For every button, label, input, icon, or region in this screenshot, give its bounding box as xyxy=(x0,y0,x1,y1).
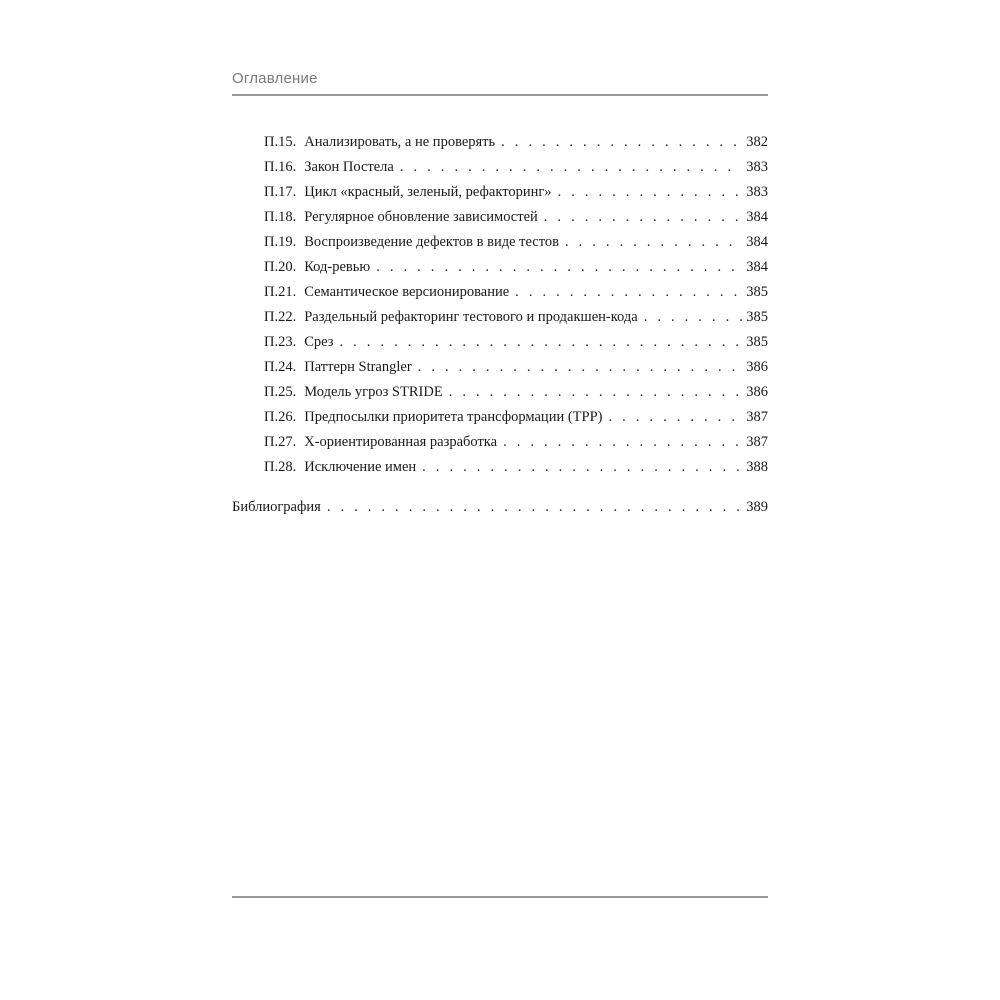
dot-leader xyxy=(449,384,743,401)
toc-entry[interactable] xyxy=(232,384,768,409)
toc-entry-title: Воспроизведение дефектов в виде тестов xyxy=(304,234,559,250)
toc-entry-page: 386 xyxy=(746,359,768,375)
toc-entry[interactable] xyxy=(232,184,768,209)
dot-leader xyxy=(644,309,743,326)
toc-entry-title: Х-ориентированная разработка xyxy=(304,434,498,450)
dot-leader xyxy=(515,284,742,301)
toc-entry-page: 385 xyxy=(746,309,768,325)
toc-entry[interactable] xyxy=(232,459,768,484)
toc-entry-number: П.20. xyxy=(264,259,297,275)
running-head: Оглавление xyxy=(232,70,318,87)
toc-entry[interactable] xyxy=(232,409,768,434)
toc-entry[interactable] xyxy=(232,159,768,184)
toc-entry-title: Библиография xyxy=(232,499,321,515)
dot-leader xyxy=(340,334,743,351)
toc-entry-page: 383 xyxy=(746,184,768,200)
dot-leader xyxy=(608,409,742,426)
footer-rule xyxy=(232,896,768,898)
dot-leader xyxy=(422,459,742,476)
dot-leader xyxy=(327,499,742,516)
dot-leader xyxy=(544,209,742,226)
toc-entry-page: 384 xyxy=(746,259,768,275)
toc-entry-page: 384 xyxy=(746,234,768,250)
dot-leader xyxy=(565,234,742,251)
toc-entry-title: Паттерн Strangler xyxy=(304,359,412,375)
toc-entry-page: 384 xyxy=(746,209,768,225)
toc-entry[interactable] xyxy=(232,234,768,259)
header-rule xyxy=(232,94,768,96)
toc-entry[interactable] xyxy=(232,434,768,459)
toc-spacer xyxy=(232,484,768,499)
toc-entry[interactable] xyxy=(232,209,768,234)
toc-entry-page: 389 xyxy=(746,499,768,515)
dot-leader xyxy=(400,159,742,176)
toc-entry-page: 387 xyxy=(746,409,768,425)
toc-entry-title: Код-ревью xyxy=(304,259,371,275)
toc-entry-number: П.27. xyxy=(264,434,297,450)
toc-entry-page: 387 xyxy=(746,434,768,450)
toc-entry[interactable] xyxy=(232,359,768,384)
toc-entry[interactable] xyxy=(232,334,768,359)
toc-entry-number: П.23. xyxy=(264,334,297,350)
toc-entry-title: Анализировать, а не проверять xyxy=(304,134,496,150)
toc-entry-number: П.21. xyxy=(264,284,297,300)
dot-leader xyxy=(376,259,742,276)
toc-entry-page: 385 xyxy=(746,284,768,300)
toc-entry-title: Цикл «красный, зеленый, рефакторинг» xyxy=(304,184,552,200)
toc-entry-number: П.22. xyxy=(264,309,297,325)
toc-entry-page: 385 xyxy=(746,334,768,350)
toc-entry-number: П.24. xyxy=(264,359,297,375)
toc-entry-title: Регулярное обновление зависимостей xyxy=(304,209,538,225)
toc-entry-number: П.25. xyxy=(264,384,297,400)
toc-entry-title: Срез xyxy=(304,334,334,350)
toc-entry-number: П.28. xyxy=(264,459,297,475)
toc-entry-title: Предпосылки приоритета трансформации (TPP) xyxy=(304,409,603,425)
toc-entry-page: 388 xyxy=(746,459,768,475)
dot-leader xyxy=(418,359,743,376)
toc-entry-title: Семантическое версионирование xyxy=(304,284,510,300)
toc-entry-bibliography[interactable] xyxy=(232,499,768,524)
toc-entry-title: Раздельный рефакторинг тестового и продакшен-кода xyxy=(304,309,638,325)
dot-leader xyxy=(501,134,742,151)
toc-entry[interactable] xyxy=(232,284,768,309)
toc-entry-number: П.26. xyxy=(264,409,297,425)
toc-entry-number: П.17. xyxy=(264,184,297,200)
toc-entry-page: 383 xyxy=(746,159,768,175)
toc-entry-number: П.16. xyxy=(264,159,297,175)
toc-entry-title: Закон Постела xyxy=(304,159,394,175)
toc-entry-title: Модель угроз STRIDE xyxy=(304,384,443,400)
dot-leader xyxy=(503,434,742,451)
toc-entry-number: П.19. xyxy=(264,234,297,250)
toc-entry[interactable] xyxy=(232,134,768,159)
toc-entry-page: 386 xyxy=(746,384,768,400)
table-of-contents xyxy=(232,134,768,524)
toc-entry-title: Исключение имен xyxy=(304,459,417,475)
toc-entry-number: П.15. xyxy=(264,134,297,150)
dot-leader xyxy=(558,184,743,201)
toc-entry-number: П.18. xyxy=(264,209,297,225)
toc-entry[interactable] xyxy=(232,259,768,284)
toc-entry-page: 382 xyxy=(746,134,768,150)
toc-entry[interactable] xyxy=(232,309,768,334)
